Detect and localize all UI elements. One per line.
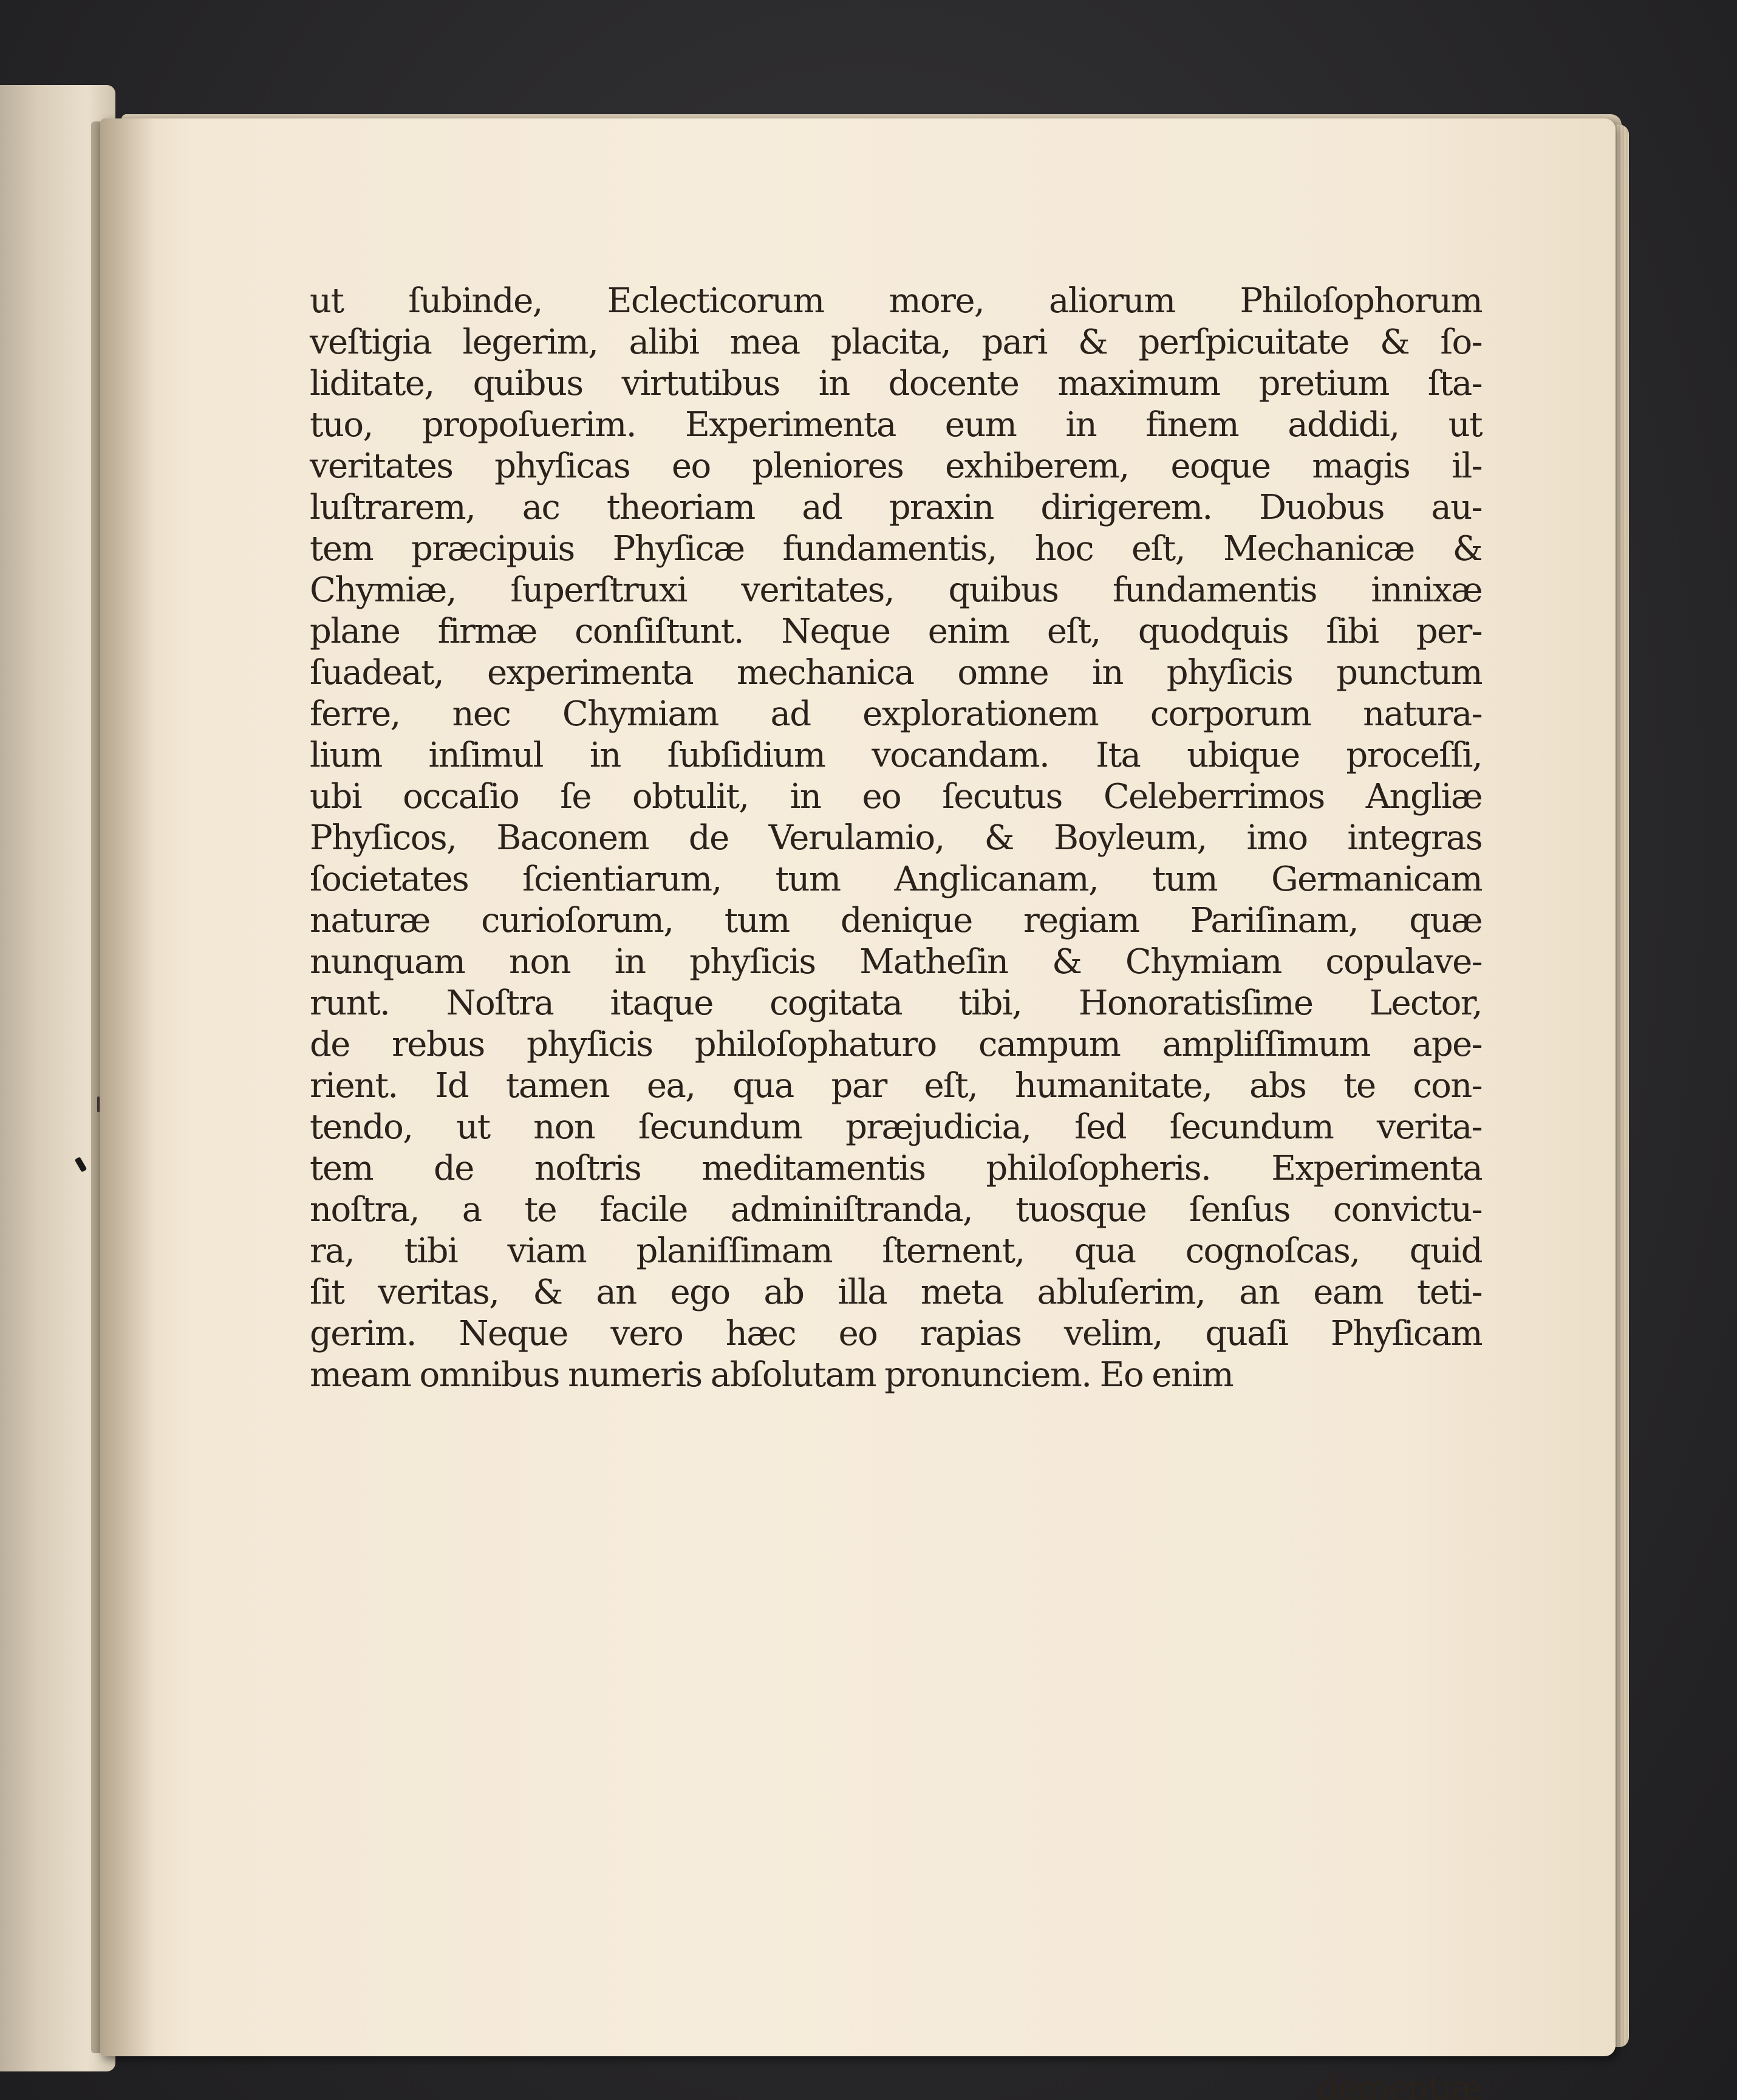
text-line: veritates phyſicas eo pleniores exhiberem, eoque magis il- xyxy=(310,446,1482,486)
gutter-shadow xyxy=(100,118,155,2056)
text-line: nunquam non in phyſicis Matheſin & Chymiam copulave- xyxy=(310,942,1482,982)
text-line: ſuadeat, experimenta mechanica omne in phyſicis punctum xyxy=(310,653,1482,693)
text-line: ſit veritas, & an ego ab illa meta abluſerim, an eam teti- xyxy=(310,1273,1482,1312)
text-line: Phyſicos, Baconem de Verulamio, & Boyleum, imo integras xyxy=(310,818,1482,858)
text-line: tuo, propoſuerim. Experimenta eum in finem addidi, ut xyxy=(310,405,1482,445)
text-line: ubi occaſio ſe obtulit, in eo ſecutus Celeberrimos Angliæ xyxy=(310,777,1482,816)
text-line: tem de noſtris meditamentis philoſopheris. Experimenta xyxy=(310,1149,1482,1188)
ink-speck xyxy=(97,1096,100,1112)
text-line: tem præcipuis Phyſicæ fundamentis, hoc eſt, Mechanicæ & xyxy=(310,529,1482,569)
text-line: ra, tibi viam planiſſimam ſternent, qua cognoſcas, quid xyxy=(310,1231,1482,1271)
text-line: gerim. Neque vero hæc eo rapias velim, quaſi Phyſicam xyxy=(310,1314,1482,1353)
text-line: ſocietates ſcientiarum, tum Anglicanam, tum Germanicam xyxy=(310,860,1482,899)
text-line: rient. Id tamen ea, qua par eſt, humanitate, abs te con- xyxy=(310,1066,1482,1106)
page-text xyxy=(310,281,1482,2100)
text-line: lium inſimul in ſubſidium vocandam. Ita ubique proceſſi, xyxy=(310,736,1482,775)
text-line: veſtigia legerim, alibi mea placita, pari & perſpicuitate & ſo- xyxy=(310,323,1482,362)
text-line: meam omnibus numeris abſolutam pronunciem. Eo enim xyxy=(310,1355,1234,1395)
text-line: luſtrarem, ac theoriam ad praxin dirigerem. Duobus au- xyxy=(310,488,1482,527)
text-line: noſtra, a te facile adminiſtranda, tuosque ſenſus convictu- xyxy=(310,1190,1482,1230)
text-line: runt. Noſtra itaque cogitata tibi, Honoratisſime Lector, xyxy=(310,983,1482,1023)
text-line: plane firmæ conſiſtunt. Neque enim eſt, quodquis ſibi per- xyxy=(310,612,1482,651)
text-line: liditate, quibus virtutibus in docente maximum pretium ſta- xyxy=(310,364,1482,403)
text-line: Chymiæ, ſuperſtruxi veritates, quibus fundamentis innixæ xyxy=(310,570,1482,610)
catchword: dementiæ xyxy=(1317,2068,1482,2100)
text-line: ut ſubinde, Eclecticorum more, aliorum Philoſophorum xyxy=(310,281,1482,321)
text-line: de rebus phyſicis philoſophaturo campum ampliſſimum ape- xyxy=(310,1025,1482,1064)
text-line: ferre, nec Chymiam ad explorationem corporum natura- xyxy=(310,694,1482,734)
text-line: tendo, ut non ſecundum præjudicia, ſed ſecundum verita- xyxy=(310,1107,1482,1147)
text-line: naturæ curioſorum, tum denique regiam Pariſinam, quæ xyxy=(310,901,1482,940)
